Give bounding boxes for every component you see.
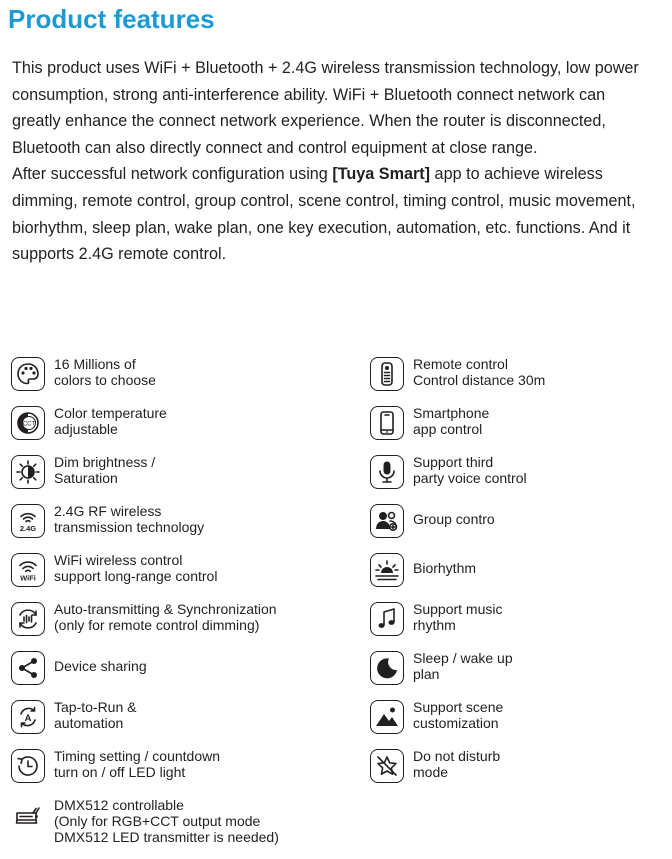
feature-label-line: Smartphone bbox=[413, 405, 490, 421]
feature-label-line: Biorhythm bbox=[413, 560, 477, 576]
feature-label-line: 16 Millions of bbox=[54, 356, 136, 372]
palette-icon bbox=[11, 357, 45, 391]
rf-24g-icon bbox=[11, 504, 45, 538]
cct-icon bbox=[11, 406, 45, 440]
feature-item-right-9 bbox=[370, 749, 670, 787]
feature-label bbox=[413, 699, 503, 731]
feature-label-line: rhythm bbox=[413, 617, 456, 633]
feature-label-line: colors to choose bbox=[54, 372, 156, 388]
feature-item-right-7 bbox=[370, 651, 670, 689]
feature-item-left-3 bbox=[11, 455, 311, 493]
page-title: Product features bbox=[8, 4, 215, 34]
svg-text:CCT: CCT bbox=[22, 421, 36, 428]
share-icon bbox=[11, 651, 45, 685]
feature-label-line: Support third bbox=[413, 454, 494, 470]
feature-item-left-5 bbox=[11, 553, 311, 591]
svg-text:Z: Z bbox=[389, 661, 394, 668]
feature-item-left-1 bbox=[11, 357, 311, 395]
feature-item-right-5 bbox=[370, 553, 670, 591]
feature-label bbox=[413, 511, 495, 527]
feature-label bbox=[413, 650, 513, 682]
feature-item-left-2 bbox=[11, 406, 311, 444]
svg-text:A: A bbox=[24, 713, 32, 724]
feature-label-line: Auto-transmitting & Synchronization bbox=[54, 601, 277, 617]
feature-label-line: Do not disturb bbox=[413, 748, 501, 764]
intro-p2-start: After successful network configuration using bbox=[12, 165, 333, 184]
smartphone-icon bbox=[370, 406, 404, 440]
feature-label-line: support long-range control bbox=[54, 568, 218, 584]
feature-label-line: Dim brightness / bbox=[54, 454, 156, 470]
feature-label-line: 2.4G RF wireless bbox=[54, 503, 162, 519]
feature-label bbox=[413, 601, 502, 633]
feature-label-line: Remote control bbox=[413, 356, 508, 372]
feature-item-right-6 bbox=[370, 602, 670, 640]
feature-label bbox=[413, 560, 476, 576]
feature-label-line: automation bbox=[54, 715, 124, 731]
feature-label-line: turn on / off LED light bbox=[54, 764, 186, 780]
microphone-icon bbox=[370, 455, 404, 489]
biorhythm-icon bbox=[370, 553, 404, 587]
feature-label bbox=[54, 601, 277, 633]
wifi-icon bbox=[11, 553, 45, 587]
feature-label bbox=[413, 748, 500, 780]
feature-item-left-6 bbox=[11, 602, 311, 640]
music-icon bbox=[370, 602, 404, 636]
svg-text:WiFi: WiFi bbox=[20, 573, 36, 583]
feature-label-line: Support scene bbox=[413, 699, 504, 715]
feature-label bbox=[54, 356, 156, 388]
feature-label bbox=[54, 658, 147, 674]
feature-label-line: (only for remote control dimming) bbox=[54, 617, 260, 633]
intro-paragraph-2 bbox=[12, 161, 642, 267]
feature-label-line: customization bbox=[413, 715, 499, 731]
automation-icon bbox=[11, 700, 45, 734]
feature-label bbox=[54, 797, 279, 845]
brightness-icon bbox=[11, 455, 45, 489]
feature-item-right-4 bbox=[370, 504, 670, 542]
feature-item-left-4 bbox=[11, 504, 311, 542]
feature-label bbox=[54, 405, 167, 437]
remote-icon bbox=[370, 357, 404, 391]
svg-text:2.4G: 2.4G bbox=[19, 524, 37, 533]
group-icon bbox=[370, 504, 404, 538]
feature-label bbox=[413, 405, 489, 437]
feature-label-line: plan bbox=[413, 666, 440, 682]
feature-label bbox=[54, 552, 217, 584]
feature-label-line: Timing setting / countdown bbox=[54, 748, 221, 764]
feature-label-line: DMX512 LED transmitter is needed) bbox=[54, 829, 279, 845]
dmx-icon bbox=[11, 798, 45, 832]
feature-label bbox=[54, 699, 136, 731]
intro-paragraph-1: This product uses WiFi + Bluetooth + 2.4G wireless transmission technology, low power consumption, strong anti-interference ability. WiFi + Bluetooth connect network can greatly enhance the connect network experience. When the router is disconnected, Bluetooth can also directly connect and control equipment at close range. bbox=[12, 59, 639, 157]
feature-item-right-3 bbox=[370, 455, 670, 493]
feature-label-line: Support music bbox=[413, 601, 503, 617]
feature-item-left-10 bbox=[11, 797, 311, 845]
feature-item-right-8 bbox=[370, 700, 670, 738]
feature-label-line: Color temperature bbox=[54, 405, 167, 421]
feature-label-line: app control bbox=[413, 421, 483, 437]
feature-label-line: Group contro bbox=[413, 511, 495, 527]
feature-label-line: (Only for RGB+CCT output mode bbox=[54, 813, 261, 829]
feature-label bbox=[54, 454, 155, 486]
feature-label-line: party voice control bbox=[413, 470, 527, 486]
feature-label-line: Sleep / wake up bbox=[413, 650, 513, 666]
scene-icon bbox=[370, 700, 404, 734]
sync-icon bbox=[11, 602, 45, 636]
feature-item-right-1 bbox=[370, 357, 670, 395]
sleep-icon bbox=[370, 651, 404, 685]
app-name: [Tuya Smart] bbox=[332, 165, 431, 184]
feature-label-line: WiFi wireless control bbox=[54, 552, 183, 568]
feature-label bbox=[54, 748, 220, 780]
feature-label-line: mode bbox=[413, 764, 449, 780]
feature-item-left-7 bbox=[11, 651, 311, 689]
timer-icon bbox=[11, 749, 45, 783]
feature-label-line: adjustable bbox=[54, 421, 118, 437]
intro-p2-end: app to achieve wireless dimming, remote control, group control, scene control, timing control, music movement, biorhythm, sleep plan, wake plan, one key execution, automation, etc. functions. And it supports 2.4G remote control. bbox=[12, 165, 636, 264]
feature-label-line: DMX512 controllable bbox=[54, 797, 184, 813]
feature-label-line: transmission technology bbox=[54, 519, 205, 535]
do-not-disturb-icon bbox=[370, 749, 404, 783]
feature-label bbox=[54, 503, 204, 535]
feature-label bbox=[413, 356, 545, 388]
feature-label-line: Saturation bbox=[54, 470, 118, 486]
feature-label bbox=[413, 454, 527, 486]
intro-text bbox=[12, 55, 642, 268]
feature-item-right-2 bbox=[370, 406, 670, 444]
feature-label-line: Tap-to-Run & bbox=[54, 699, 137, 715]
feature-item-left-9 bbox=[11, 749, 311, 787]
feature-label-line: Control distance 30m bbox=[413, 372, 546, 388]
feature-item-left-8 bbox=[11, 700, 311, 738]
feature-label-line: Device sharing bbox=[54, 658, 147, 674]
